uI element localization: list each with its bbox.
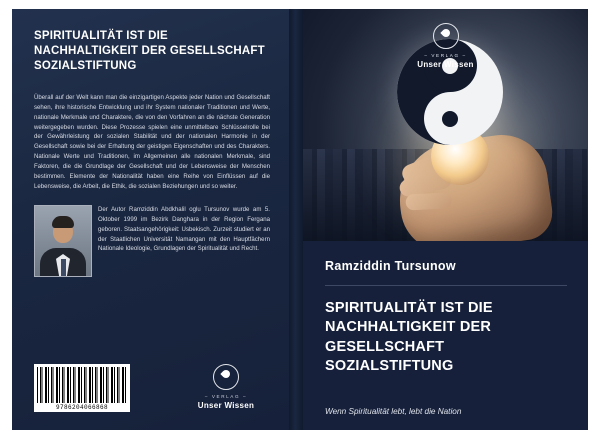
author-photo <box>34 205 92 277</box>
author-name: Ramziddin Tursunow <box>325 259 456 273</box>
hand-finger <box>405 192 452 210</box>
book-spine <box>289 9 303 430</box>
back-cover-panel <box>12 9 289 430</box>
publisher-name: Unser Wissen <box>417 60 474 69</box>
barcode-bars <box>37 367 127 403</box>
book-title: SPIRITUALITÄT IST DIE NACHHALTIGKEIT DER GESELLSCHAFT SOZIALSTIFTUNG <box>325 300 493 375</box>
publisher-prefix: – VERLAG – <box>424 53 467 58</box>
publisher-name: Unser Wissen <box>197 401 255 410</box>
cover-illustration <box>303 9 588 241</box>
back-publisher-logo <box>189 364 263 410</box>
book-subtitle: Wenn Spiritualität lebt, lebt die Nation <box>325 407 462 416</box>
front-cover-panel <box>303 9 588 430</box>
isbn-barcode <box>34 364 130 412</box>
front-publisher-logo <box>408 23 484 69</box>
back-cover-blurb: Überall auf der Welt kann man die einzigartigen Aspekte jeder Nation und Gesellschaft sehen, ihre historische Entwicklung und ihr System nationaler Traditionen und Werte, nationale Merkmale und Charaktere, die von den Vorfahren an die nächste Generation weitergegeben wurden. Diese Prozesse spielen eine unmittelbare Schlüsselrolle bei der Gewährleistung der sozialen Stabilität und der nationalen Harmonie in der Gesellschaft sowie bei der Erhaltung der geistigen Eigenschaften und des Charakters. Nationale Werte und Traditionen, im Allgemeinen alle nationalen Merkmale, sind Faktoren, die die Grundlage der Gesellschaft und der Lebensweise der Menschen bestimmen. Elemente der Nationalität haben eine Reihe von Einflüssen auf die Lebensweise, die Arbeit, die Ethik, die sozialen Beziehungen und so weiter. <box>34 94 270 190</box>
back-cover-title: SPIRITUALITÄT IST DIE NACHHALTIGKEIT DER GESELLSCHAFT SOZIALSTIFTUNG <box>34 30 265 73</box>
author-block <box>34 205 270 279</box>
photo-hair <box>52 216 74 228</box>
water-drop-icon <box>433 23 459 49</box>
publisher-prefix: – VERLAG – <box>204 394 248 399</box>
divider <box>325 285 567 286</box>
author-biography: Der Autor Ramziddin Abdkhalil oglu Tursunov wurde am 5. Oktober 1999 im Bezirk Danghara in der Region Fergana geboren. Staatsangehörigkeit: Usbekisch. Zurzeit studiert er an der Staatlichen Universität Namangan mit den Hauptfächern Nationale Ideologie, Grundlagen der Spiritualität und Recht. <box>98 206 270 253</box>
photo-tie <box>61 259 66 276</box>
barcode-number: 9786204066868 <box>55 404 108 411</box>
water-drop-icon <box>213 364 239 390</box>
